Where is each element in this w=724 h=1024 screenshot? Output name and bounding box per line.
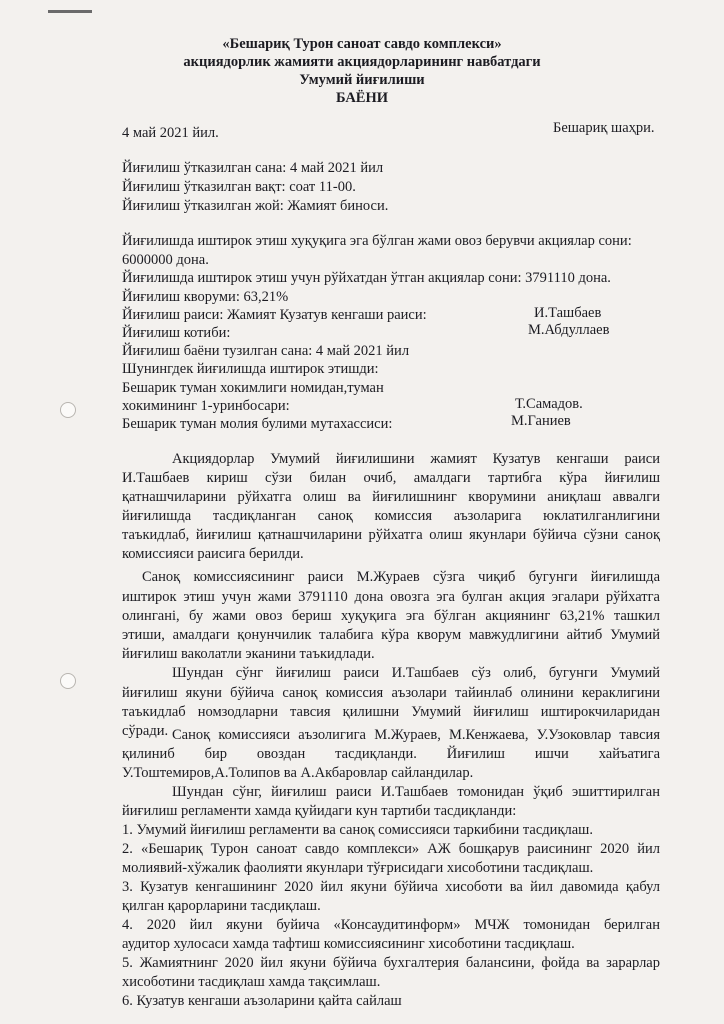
minutes-date: Йиғилиш баёни тузилган сана: 4 май 2021 йил (122, 343, 410, 359)
punch-hole (60, 673, 76, 689)
paragraph-1-line: Акциядорлар Умумий йиғилишини жамият Кузатув кенгаши раиси (172, 451, 660, 467)
paragraph-2-line: иштирок этиш учун жами 3791110 дона овозга эга булган акция эгалари рўйхатга (122, 589, 660, 605)
doc-title-line4: БАЁНИ (335, 90, 389, 106)
paragraph-2-last: йиғилиш ваколатли эканини таъкидлади. (122, 646, 375, 662)
meeting-time: Йиғилиш ўтказилган вақт: соат 11-00. (122, 179, 356, 195)
agenda-item-2: 2. «Бешариқ Турон саноат савдо комплекси» АЖ бошқарув раисининг 2020 йил (122, 841, 660, 857)
meeting-date: Йиғилиш ўтказилган сана: 4 май 2021 йил (122, 160, 384, 176)
secretary-label: Йиғилиш котиби: (122, 325, 231, 341)
doc-place: Бешариқ шаҳри. (553, 120, 655, 136)
paragraph-3-line: таъкидлаб номзодларни тавсия қилишни Умумий йиғилиш иштирокчиларидан (122, 704, 660, 720)
paragraph-2-line: олинганi, бу жами овоз бериш хуқуқига эга бўлган акциянинг 63,21% ташкил (122, 608, 660, 624)
registered-shares: Йиғилишда иштирок этиш учун рўйхатдан ўтган акциялар сони: 3791110 дона. (122, 270, 611, 286)
agenda-item-3: 3. Кузатув кенгашининг 2020 йил якуни бўйича хисоботи ва йил давомида қабул (122, 879, 660, 895)
voting-shares-value: 6000000 дона. (122, 252, 209, 268)
finance-label: Бешарик туман молия булими мутахассиси: (122, 416, 393, 432)
khokim-label-1: Бешарик туман хокимлиги номидан,туман (122, 380, 384, 396)
agenda-item-1: 1. Умумий йиғилиш регламенти ва саноқ сомиссияси таркибини тасдиқлаш. (122, 822, 593, 838)
secretary-name: М.Абдуллаев (528, 322, 610, 338)
doc-title-line3: Умумий йиғилиши (299, 72, 425, 88)
agenda-item-4: 4. 2020 йил якуни буйича «Консаудитинформ» МЧЖ томонидан берилган (122, 917, 660, 933)
doc-title-line2: акциядорлик жамияти акциядорларининг навбатдаги (183, 54, 541, 70)
chair-label: Йиғилиш раиси: Жамият Кузатув кенгаши раиси: (122, 307, 427, 323)
finance-name: М.Ганиев (511, 413, 571, 429)
agenda-item-2-cont: молиявий-хўжалик фаолияти якунлари тўғрисидаги хисоботини тасдиқлаш. (122, 860, 594, 876)
agenda-item-5-cont: хисоботини тасдиқлаш хамда тақсимлаш. (122, 974, 381, 990)
paragraph-1-last: комиссияси раисига берилди. (122, 546, 304, 562)
khokim-label-2: хокимининг 1-уринбосари: (122, 398, 290, 414)
attended-label: Шунингдек йиғилишда иштирок этишди: (122, 361, 379, 377)
paragraph-5-line: Шундан сўнг, йиғилиш раиси И.Ташбаев томонидан ўқиб эшиттирилган (172, 784, 660, 800)
quorum: Йиғилиш кворуми: 63,21% (122, 289, 289, 305)
voting-shares-label: Йиғилишда иштирок этиш хуқуқига эга бўлган жами овоз берувчи акциялар сони: (122, 233, 632, 249)
paragraph-4-line: қилиниб бир овоздан тасдиқланди. Йиғилиш ишчи хайъатига (122, 746, 660, 762)
paragraph-4-line: Саноқ комиссияси аъзолигига М.Жураев, М.Кенжаева, У.Узоковлар тавсия (172, 727, 660, 743)
doc-date: 4 май 2021 йил. (122, 125, 219, 141)
paragraph-3-line: йиғилиш якуни бўйича саноқ комиссия аъзолари тайинлаб олинини кераклигини (122, 685, 660, 701)
paragraph-1-line: таъкидлаб, йиғилиш қатнашчиларини рўйхатга олиш якунлари бўйича сўзни саноқ (122, 527, 660, 543)
paragraph-2-line: этиши, амалдаги қонунчилик талабига кўра кворум мавжудлигини айтиб Умумий (122, 627, 660, 643)
paragraph-1-line: И.Ташбаев кириш сўзи билан очиб, амалдаги тартибга кўра йиғилиш (122, 470, 660, 486)
punch-hole (60, 402, 76, 418)
doc-title-line1: «Бешариқ Турон саноат савдо комплекси» (222, 36, 502, 52)
agenda-item-6: 6. Кузатув кенгаши аъзоларини қайта сайлаш (122, 993, 402, 1009)
agenda-item-5: 5. Жамиятнинг 2020 йил якуни бўйича бухгалтерия балансини, фойда ва зарарлар (122, 955, 660, 971)
paragraph-1-line: йиғилишда тасдиқланган саноқ комиссия аъзоларига юклатилганлигини (122, 508, 660, 524)
meeting-place: Йиғилиш ўтказилган жой: Жамият биноси. (122, 198, 389, 214)
agenda-item-3-cont: қилган қарорларини тасдиқлаш. (122, 898, 321, 914)
paragraph-1-line: қатнашчиларини рўйхатга олиш ва йиғилишнинг кворумини аниқлаш аввалги (122, 489, 660, 505)
chair-name: И.Ташбаев (534, 305, 602, 321)
paragraph-4-last: У.Тоштемиров,А.Толипов ва А.Акбаровлар сайландилар. (122, 765, 474, 781)
khokim-name: Т.Самадов. (515, 396, 583, 412)
paragraph-2-line: Саноқ комиссиясининг раиси М.Жураев сўзга чиқиб бугунги йиғилишда (142, 569, 660, 585)
agenda-item-4-cont: аудитор хулосаси хамда тафтиш комиссиясининг хисоботини тасдиқлаш. (122, 936, 575, 952)
scan-edge-mark (48, 10, 92, 13)
paragraph-5-last: йиғилиш регламенти хамда қуйидаги кун тартиби тасдиқланди: (122, 803, 517, 819)
paragraph-3-last: сўради. (122, 723, 169, 739)
paragraph-3-line: Шундан сўнг йиғилиш раиси И.Ташбаев сўз олиб, бугунги Умумий (172, 665, 660, 681)
